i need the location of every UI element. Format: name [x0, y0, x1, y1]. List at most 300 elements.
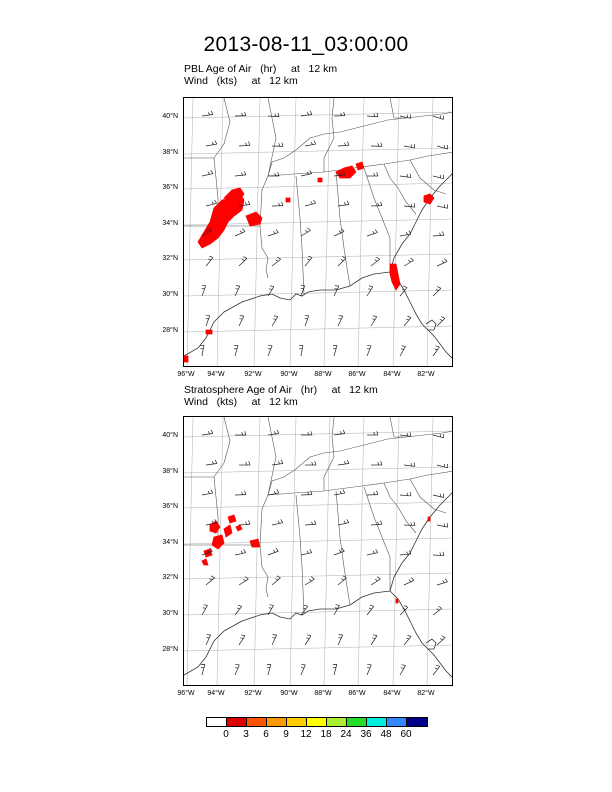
barb-shaft — [202, 114, 213, 116]
barb-shaft — [400, 176, 411, 178]
barb-shaft — [371, 317, 377, 326]
barb-flag — [411, 577, 414, 580]
barb-flag — [342, 548, 345, 551]
barb-flag — [278, 113, 279, 117]
colorbar-tick-label: 3 — [243, 729, 249, 740]
state-border — [336, 491, 350, 605]
barb-flag — [414, 203, 415, 207]
barb-flag — [377, 172, 378, 176]
wind-barb — [338, 142, 349, 146]
barb-flag — [273, 550, 275, 552]
barb-shaft — [433, 176, 444, 179]
barb-shaft — [433, 435, 444, 438]
barb-flag — [238, 605, 242, 606]
barb-shaft — [301, 553, 312, 555]
barb-flag — [310, 111, 312, 115]
barb-flag — [249, 461, 250, 465]
wind-barb — [404, 203, 415, 207]
barb-flag — [373, 635, 377, 636]
barb-flag — [406, 319, 409, 320]
wind-barb — [338, 201, 349, 206]
barb-shaft — [202, 664, 205, 675]
barb-flag — [370, 605, 374, 606]
barb-shaft — [235, 345, 238, 356]
lat-tick-label: 40°N — [162, 113, 178, 120]
barb-shaft — [206, 144, 217, 146]
barb-shaft — [437, 582, 448, 585]
wind-barb — [404, 635, 411, 645]
wind-barb — [206, 316, 210, 326]
wind-barb — [305, 635, 311, 645]
wind-barb — [338, 460, 349, 465]
barb-flag — [377, 431, 378, 435]
colorbar-swatch — [327, 718, 347, 726]
barb-flag — [279, 143, 280, 146]
barb-flag — [303, 608, 306, 609]
colorbar-tick-label: 60 — [400, 729, 412, 740]
colorbar-swatch — [227, 718, 247, 726]
barb-shaft — [404, 261, 414, 267]
wind-barb — [433, 175, 444, 179]
barb-flag — [212, 142, 213, 145]
barb-flag — [411, 258, 414, 261]
barb-flag — [310, 549, 312, 552]
wind-barb — [301, 549, 312, 555]
pbl-age-field — [184, 162, 434, 362]
wind-barb — [202, 111, 213, 116]
lon-tick-label: 82°W — [417, 371, 435, 378]
barb-flag — [243, 257, 247, 259]
barb-flag — [406, 232, 407, 235]
wind-barb — [268, 548, 278, 555]
barb-flag — [377, 577, 380, 580]
wind-barb — [404, 258, 414, 266]
meridian-line — [254, 98, 260, 367]
barb-flag — [375, 229, 377, 232]
barb-flag — [212, 461, 213, 464]
parallel-line — [184, 326, 453, 332]
barb-shaft — [433, 495, 444, 497]
barb-flag — [368, 289, 371, 290]
wind-barb — [268, 430, 279, 435]
wind-barb — [400, 114, 411, 118]
barb-flag — [341, 578, 344, 580]
barb-flag — [208, 172, 210, 175]
lon-tick-label: 96°W — [177, 690, 195, 697]
wind-barb — [305, 461, 316, 465]
barb-flag — [401, 349, 404, 350]
barb-flag — [347, 460, 349, 464]
wind-barb — [400, 550, 411, 555]
lat-tick-label: 34°N — [162, 220, 178, 227]
lon-tick-label: 86°W — [348, 690, 366, 697]
parallel-line — [184, 148, 453, 154]
barb-flag — [241, 551, 243, 554]
wind-barb — [202, 605, 208, 615]
wind-barb — [433, 287, 441, 296]
meridian-line — [290, 98, 296, 367]
barb-shaft — [338, 635, 343, 645]
barb-flag — [414, 144, 415, 148]
barb-flag — [212, 202, 214, 205]
barb-flag — [314, 200, 316, 203]
barb-flag — [381, 202, 382, 206]
age-contour-fill — [202, 559, 208, 565]
lon-tick-label: 92°W — [244, 690, 262, 697]
colorbar-tick-label: 36 — [360, 729, 372, 740]
barb-flag — [441, 317, 445, 319]
colorbar-swatch — [247, 718, 267, 726]
barb-flag — [309, 579, 311, 581]
barb-flag — [436, 665, 440, 666]
barb-flag — [208, 431, 209, 434]
wind-barb — [268, 346, 272, 356]
barb-shaft — [305, 316, 309, 326]
state-borders — [184, 417, 453, 613]
barb-flag — [246, 522, 247, 525]
state-border — [268, 417, 276, 495]
wind-barb — [437, 523, 448, 527]
barb-flag — [442, 261, 444, 263]
lat-tick-label: 36°N — [162, 503, 178, 510]
barb-shaft — [433, 347, 439, 356]
barb-flag — [402, 665, 406, 666]
colorbar-tick-label: 12 — [300, 729, 312, 740]
barb-flag — [339, 231, 341, 233]
meridian-line — [254, 417, 260, 686]
wind-barb — [206, 200, 217, 206]
wind-barb — [305, 200, 316, 206]
wind-barb — [235, 171, 246, 176]
barb-shaft — [400, 435, 411, 436]
barb-shaft — [367, 233, 377, 236]
wind-barb — [433, 665, 440, 675]
age-contour-fill — [228, 515, 236, 523]
wind-barb — [268, 113, 279, 117]
barb-flag — [378, 522, 379, 525]
wind-barb — [433, 606, 442, 615]
lon-tick-label: 86°W — [348, 371, 366, 378]
barb-flag — [240, 638, 243, 639]
barb-flag — [215, 200, 217, 203]
wind-barb — [305, 316, 309, 326]
wind-barb — [338, 519, 349, 525]
barb-flag — [343, 490, 345, 494]
barb-flag — [274, 491, 275, 494]
barb-flag — [274, 316, 278, 317]
barb-flag — [248, 521, 250, 525]
barb-flag — [414, 462, 415, 466]
wind-barb — [239, 461, 250, 465]
barb-shaft — [404, 465, 415, 466]
barb-shaft — [202, 286, 206, 296]
parallel-line — [184, 254, 453, 260]
barb-flag — [277, 430, 279, 434]
wind-barb — [334, 490, 345, 495]
barb-flag — [437, 287, 441, 289]
barb-shaft — [206, 635, 211, 645]
wind-barb — [404, 522, 415, 526]
coast-line — [390, 491, 453, 591]
age-contour-fill — [246, 212, 262, 226]
barb-flag — [208, 491, 209, 494]
barb-flag — [372, 319, 375, 320]
wind-barb — [367, 172, 378, 176]
barb-flag — [246, 462, 247, 465]
meridian-line — [187, 98, 193, 367]
panel1-field-label: PBL Age of Air (hr) at 12 km — [184, 63, 338, 75]
barb-flag — [312, 522, 313, 525]
barb-flag — [311, 431, 312, 435]
barb-flag — [307, 551, 309, 554]
coast-line — [184, 272, 453, 360]
wind-barb — [301, 665, 305, 675]
barb-flag — [308, 492, 309, 495]
barb-flag — [276, 548, 279, 551]
wind-barb — [239, 635, 245, 645]
lon-tick-label: 88°W — [314, 371, 332, 378]
wind-barb — [367, 431, 378, 435]
barb-shaft — [400, 554, 411, 555]
barb-shaft — [202, 174, 213, 176]
barb-shaft — [235, 232, 245, 236]
wind-barb — [334, 112, 345, 116]
barb-shaft — [437, 262, 447, 266]
barb-flag — [443, 552, 444, 556]
wind-barb — [305, 521, 316, 525]
parallel-line — [184, 183, 453, 189]
wind-barb — [305, 577, 314, 585]
barb-shaft — [239, 145, 250, 146]
barb-flag — [277, 490, 279, 494]
barb-flag — [204, 605, 208, 606]
barb-flag — [376, 549, 378, 552]
barb-shaft — [404, 146, 415, 148]
barb-flag — [215, 460, 217, 464]
barb-flag — [314, 141, 316, 145]
wind-barb — [206, 635, 211, 645]
barb-shaft — [433, 116, 443, 119]
wind-barb — [404, 144, 415, 148]
barb-flag — [435, 349, 438, 350]
age-contour-fill — [212, 535, 224, 549]
barb-flag — [378, 143, 379, 146]
wind-barb — [206, 576, 214, 585]
barb-shaft — [202, 605, 208, 615]
barb-flag — [373, 231, 375, 233]
wind-barbs — [201, 430, 448, 675]
barb-flag — [435, 668, 438, 669]
state-border — [390, 417, 406, 437]
barb-flag — [375, 579, 377, 581]
lat-tick-label: 32°N — [162, 255, 178, 262]
age-contour-fill — [184, 356, 188, 362]
barb-shaft — [272, 635, 277, 645]
wind-barb — [338, 576, 346, 585]
barb-shaft — [404, 580, 414, 585]
barb-flag — [340, 491, 341, 494]
barb-flag — [245, 112, 246, 116]
barb-flag — [311, 577, 314, 580]
wind-barb — [404, 577, 414, 585]
barb-shaft — [202, 345, 204, 356]
wind-barb — [367, 605, 374, 615]
barb-flag — [307, 112, 308, 115]
colorbar-tick-label: 6 — [263, 729, 269, 740]
wind-barb — [367, 665, 371, 675]
state-border — [184, 226, 268, 278]
wind-barb — [239, 142, 250, 146]
colorbar-tick-label: 24 — [340, 729, 352, 740]
barb-flag — [347, 142, 349, 146]
barb-flag — [407, 635, 411, 636]
map-panel-stratosphere — [183, 416, 453, 686]
barb-flag — [440, 319, 443, 320]
lon-tick-label: 84°W — [383, 690, 401, 697]
state-border — [268, 471, 453, 495]
colorbar — [206, 717, 428, 727]
wind-barb — [404, 462, 415, 466]
wind-barb — [206, 256, 213, 266]
wind-barb — [267, 664, 271, 675]
barb-shaft — [268, 551, 278, 555]
wind-barb — [433, 232, 444, 236]
wind-barb — [437, 636, 445, 645]
barb-shaft — [206, 203, 217, 206]
wind-barb — [334, 430, 345, 435]
wind-barb — [437, 204, 448, 208]
state-borders — [184, 98, 453, 294]
wind-barb — [400, 432, 411, 436]
barb-shaft — [367, 665, 371, 675]
barb-flag — [410, 492, 411, 496]
wind-barbs — [200, 111, 448, 356]
colorbar-swatch — [387, 718, 407, 726]
barb-flag — [344, 521, 346, 524]
barb-flag — [278, 461, 279, 464]
barb-flag — [375, 260, 378, 262]
lat-tick-label: 38°N — [162, 468, 178, 475]
wind-barb — [272, 143, 283, 147]
wind-barb — [371, 316, 377, 326]
barb-flag — [246, 143, 247, 146]
barb-flag — [315, 461, 316, 465]
barb-flag — [311, 202, 313, 205]
barb-flag — [408, 260, 410, 262]
barb-flag — [445, 579, 447, 582]
barb-flag — [407, 316, 411, 317]
colorbar-tick-label: 9 — [283, 729, 289, 740]
barb-flag — [447, 523, 448, 527]
lon-tick-label: 92°W — [244, 371, 262, 378]
panel1-wind-label: Wind (kts) at 12 km — [184, 75, 298, 87]
age-contour-fill — [390, 264, 400, 290]
wind-barb — [239, 521, 250, 525]
barb-flag — [406, 638, 409, 639]
barb-flag — [347, 519, 349, 522]
wind-barb — [235, 549, 246, 555]
state-border — [268, 98, 276, 176]
wind-barb — [433, 493, 444, 497]
barb-flag — [438, 606, 441, 608]
age-contour-fill — [236, 525, 242, 531]
age-contour-fill — [336, 166, 356, 178]
parallel-line — [184, 645, 453, 651]
barb-flag — [277, 257, 280, 259]
barb-flag — [276, 229, 278, 232]
barb-flag — [275, 578, 278, 580]
wind-barb — [367, 491, 378, 495]
wind-barb — [235, 431, 246, 435]
barb-flag — [242, 229, 245, 232]
barb-shaft — [202, 433, 213, 435]
wind-barb — [367, 286, 373, 296]
state-border — [296, 495, 304, 613]
barb-shaft — [305, 203, 316, 206]
meridian-line — [324, 417, 330, 686]
wind-barb — [201, 664, 205, 675]
barb-shaft — [239, 579, 248, 585]
barb-shaft — [433, 555, 444, 556]
barb-shaft — [235, 175, 246, 176]
barb-flag — [444, 259, 447, 262]
lon-tick-label: 96°W — [177, 371, 195, 378]
barb-flag — [307, 635, 311, 636]
wind-barb — [301, 228, 311, 236]
barb-shaft — [437, 206, 448, 208]
barb-flag — [411, 523, 412, 526]
barb-shaft — [268, 233, 278, 236]
barb-flag — [378, 203, 379, 206]
state-border — [364, 168, 390, 272]
barb-flag — [414, 522, 415, 526]
wind-barb — [272, 635, 277, 645]
barb-shaft — [338, 463, 349, 465]
wind-barb — [239, 316, 244, 326]
wind-barb — [433, 115, 443, 119]
wind-barb — [371, 635, 377, 645]
barb-shaft — [367, 287, 373, 296]
barb-flag — [211, 490, 213, 494]
age-contour-fill — [206, 330, 212, 334]
barb-flag — [244, 549, 246, 552]
lon-tick-label: 90°W — [280, 690, 298, 697]
wind-barb — [206, 460, 217, 465]
barb-shaft — [371, 579, 380, 585]
lon-tick-label: 82°W — [417, 690, 435, 697]
lon-tick-label: 88°W — [314, 690, 332, 697]
barb-flag — [215, 141, 217, 145]
barb-shaft — [338, 523, 349, 525]
wind-barb — [333, 664, 337, 675]
age-contour-fill — [428, 517, 430, 521]
barb-flag — [344, 112, 345, 116]
barb-flag — [245, 577, 248, 580]
barb-flag — [208, 112, 209, 115]
coast-line — [184, 591, 453, 679]
barb-shaft — [334, 286, 339, 296]
wind-barb — [371, 461, 382, 465]
barb-shaft — [400, 346, 406, 356]
wind-barb — [235, 112, 246, 116]
barb-flag — [377, 113, 378, 117]
barb-flag — [241, 172, 242, 175]
barb-shaft — [268, 346, 272, 356]
state-border — [336, 172, 350, 286]
state-border — [364, 487, 390, 591]
wind-barb — [202, 170, 213, 176]
barb-flag — [347, 201, 349, 205]
